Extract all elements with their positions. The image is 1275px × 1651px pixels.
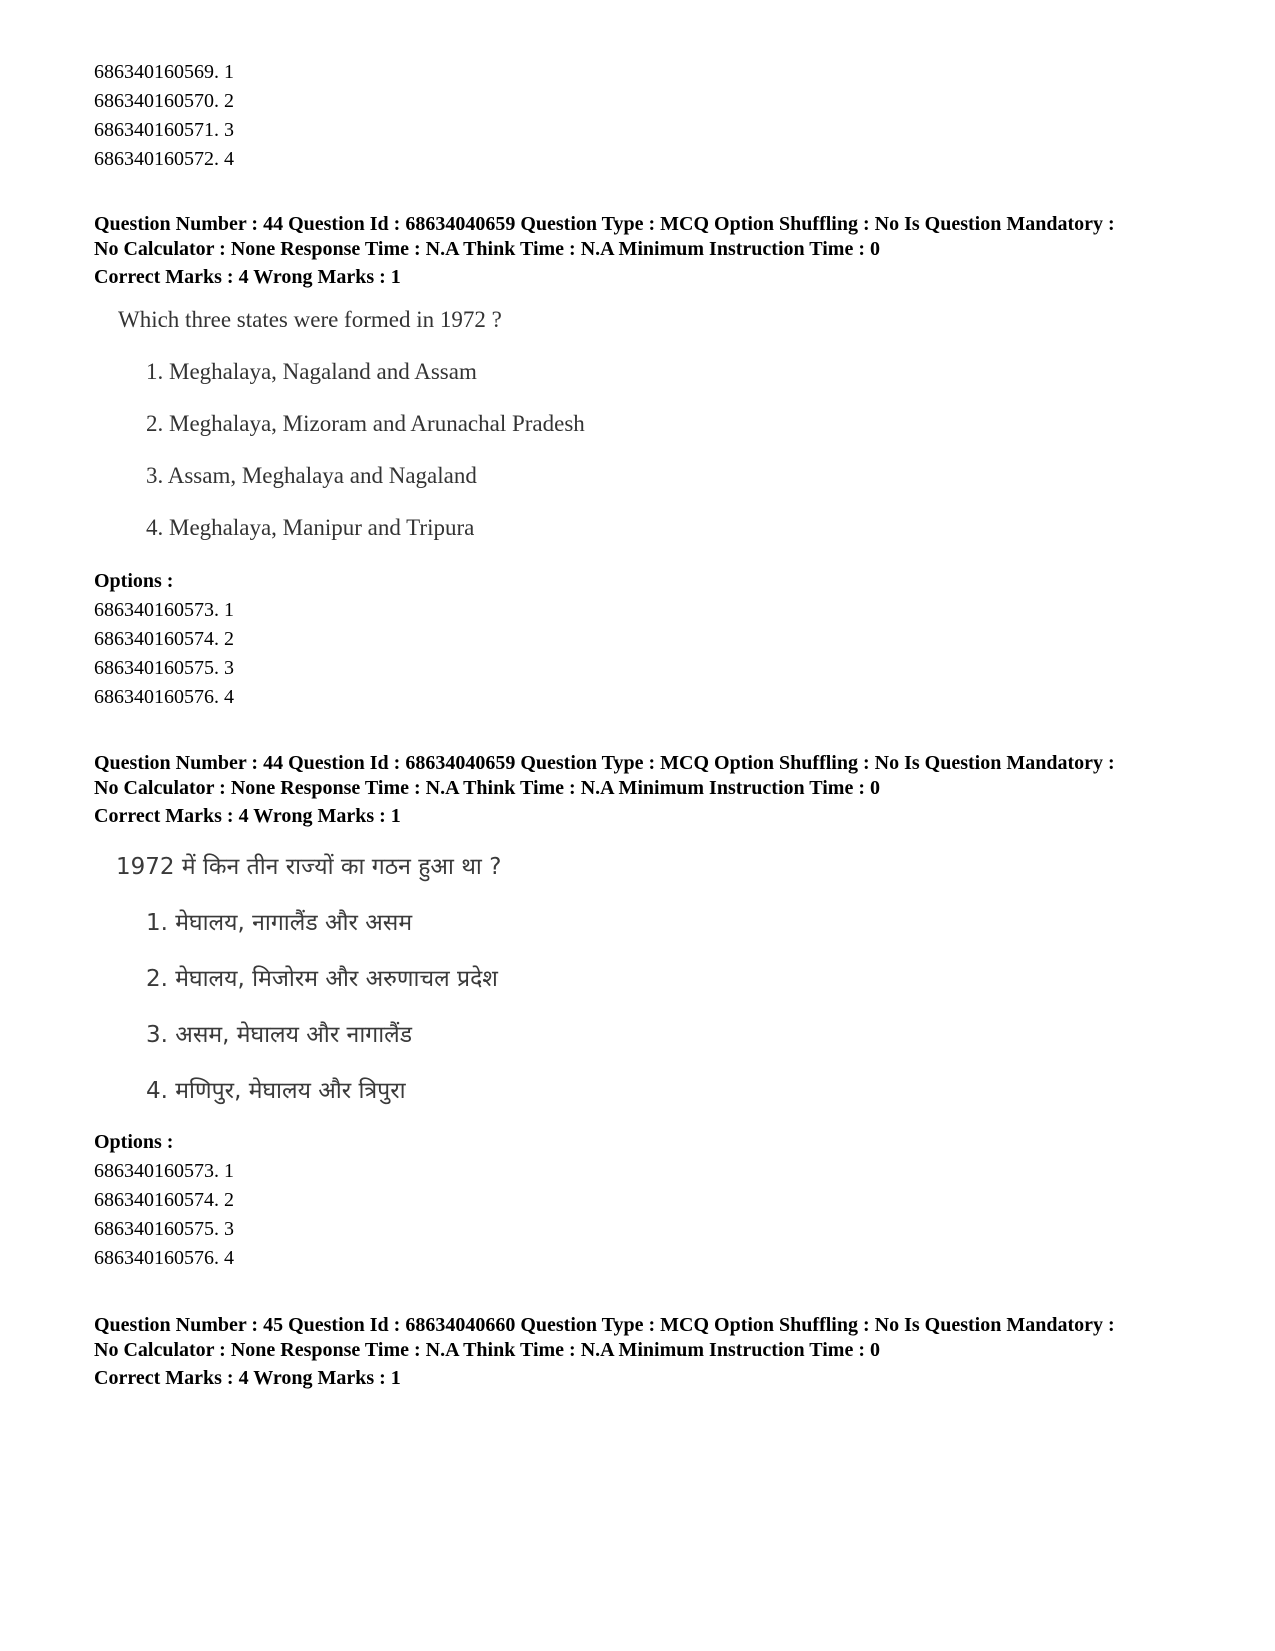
option-id: 686340160576. 4	[94, 686, 234, 708]
question-text: Which three states were formed in 1972 ?	[118, 307, 502, 332]
question-meta-line1: Question Number : 44 Question Id : 68634040659 Question Type : MCQ Option Shuffling : No Is Question Mandatory :	[94, 752, 1115, 774]
question-meta-line2: No Calculator : None Response Time : N.A Think Time : N.A Minimum Instruction Time : 0	[94, 237, 880, 260]
question-meta-line2: No Calculator : None Response Time : N.A Think Time : N.A Minimum Instruction Time : 0	[94, 1338, 880, 1361]
option-id: 686340160572. 4	[94, 148, 234, 170]
question-header	[94, 212, 1115, 290]
question-meta-line1: Question Number : 44 Question Id : 68634040659 Question Type : MCQ Option Shuffling : No Is Question Mandatory :	[94, 213, 1115, 235]
previous-options-list	[94, 58, 234, 174]
options-list	[94, 567, 234, 712]
option-id: 686340160576. 4	[94, 1247, 234, 1269]
answer-choice: 1. मेघालय, नागालैंड और असम	[146, 910, 413, 936]
question-header	[94, 1313, 1115, 1391]
option-id: 686340160569. 1	[94, 61, 234, 83]
question-header	[94, 751, 1115, 829]
option-id: 686340160575. 3	[94, 1218, 234, 1240]
options-label: Options :	[94, 1131, 174, 1153]
answer-choice: 1. Meghalaya, Nagaland and Assam	[146, 359, 477, 384]
answer-choice: 2. Meghalaya, Mizoram and Arunachal Pradesh	[146, 411, 585, 436]
marks-line: Correct Marks : 4 Wrong Marks : 1	[94, 1367, 401, 1389]
option-id: 686340160573. 1	[94, 599, 234, 621]
answer-choice: 3. Assam, Meghalaya and Nagaland	[146, 463, 477, 488]
option-id: 686340160571. 3	[94, 119, 234, 141]
option-id: 686340160573. 1	[94, 1160, 234, 1182]
options-label: Options :	[94, 570, 174, 592]
marks-line: Correct Marks : 4 Wrong Marks : 1	[94, 805, 401, 827]
option-id: 686340160575. 3	[94, 657, 234, 679]
option-id: 686340160574. 2	[94, 1189, 234, 1211]
answer-choice: 2. मेघालय, मिजोरम और अरुणाचल प्रदेश	[146, 966, 498, 992]
option-id: 686340160570. 2	[94, 90, 234, 112]
options-list	[94, 1128, 234, 1273]
question-meta-line2: No Calculator : None Response Time : N.A Think Time : N.A Minimum Instruction Time : 0	[94, 776, 880, 799]
option-id: 686340160574. 2	[94, 628, 234, 650]
answer-choice: 3. असम, मेघालय और नागालैंड	[146, 1022, 413, 1048]
answer-choice: 4. Meghalaya, Manipur and Tripura	[146, 515, 475, 540]
question-text: 1972 में किन तीन राज्यों का गठन हुआ था ?	[116, 854, 502, 880]
question-image-english	[90, 305, 650, 555]
marks-line: Correct Marks : 4 Wrong Marks : 1	[94, 266, 401, 288]
question-image-hindi	[90, 845, 650, 1145]
answer-choice: 4. मणिपुर, मेघालय और त्रिपुरा	[146, 1078, 406, 1104]
question-meta-line1: Question Number : 45 Question Id : 68634040660 Question Type : MCQ Option Shuffling : No Is Question Mandatory :	[94, 1314, 1115, 1336]
